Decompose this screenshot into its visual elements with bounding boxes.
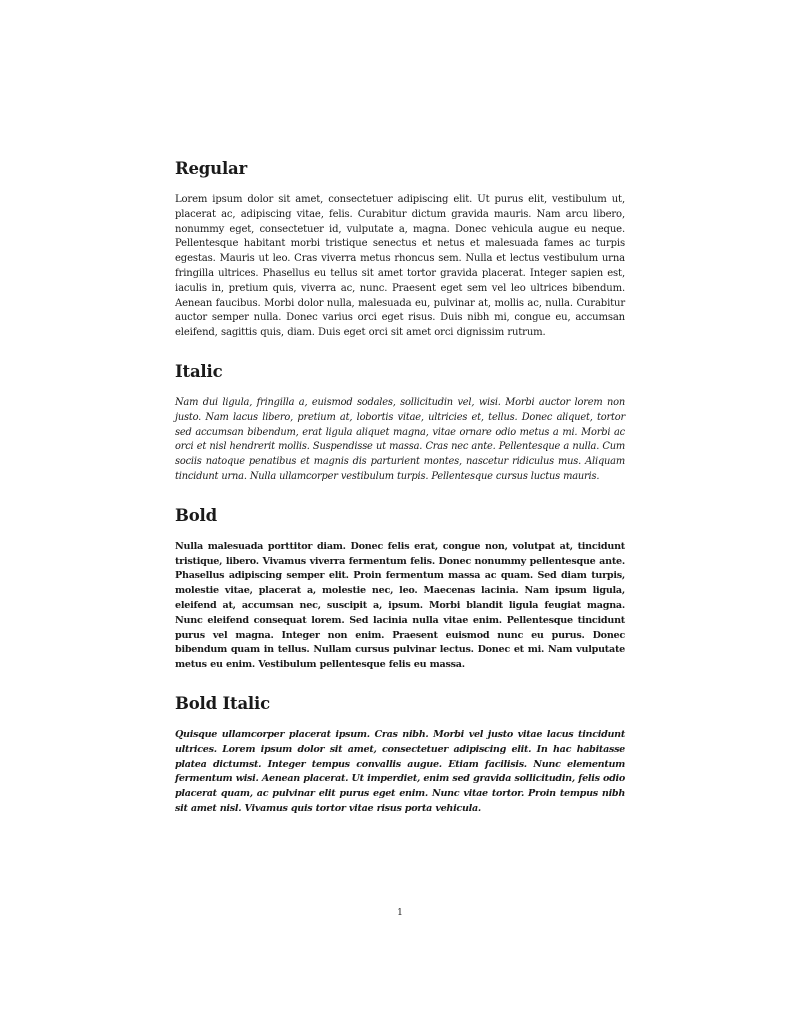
section-italic [175, 361, 625, 485]
section-heading: Bold [175, 505, 217, 525]
page-number: 1 [397, 908, 403, 918]
section-heading: Bold Italic [175, 693, 270, 713]
section-paragraph: Lorem ipsum dolor sit amet, consectetuer adipiscing elit. Ut purus elit, vestibulum ut, placerat ac, adipiscing vitae, felis. Curabitur dictum gravida mauris. Nam arcu libero, nonummy eget, consectetuer id, vulputate a, magna. Donec vehicula augue eu neque. Pellentesque habitant morbi tristique senectus et netus et malesuada fames ac turpis egestas. Mauris ut leo. Cras viverra metus rhoncus sem. Nulla et lectus vestibulum urna fringilla ultrices. Phasellus eu tellus sit amet tortor gravida placerat. Integer sapien est, iaculis in, pretium quis, viverra ac, nunc. Praesent eget sem vel leo ultrices bibendum. Aenean faucibus. Morbi dolor nulla, malesuada eu, pulvinar at, mollis ac, nulla. Curabitur auctor semper nulla. Donec varius orci eget risus. Duis nibh mi, congue eu, accumsan eleifend, sagittis quis, diam. Duis eget orci sit amet orci dignissim rutrum. [175, 194, 625, 339]
section-bold-italic [175, 693, 625, 817]
section-paragraph: Nam dui ligula, fringilla a, euismod sodales, sollicitudin vel, wisi. Morbi auctor lorem non justo. Nam lacus libero, pretium at, lobortis vitae, ultricies et, tellus. Donec aliquet, tortor sed accumsan bibendum, erat ligula aliquet magna, vitae ornare odio metus a mi. Morbi ac orci et nisl hendrerit mollis. Suspendisse ut massa. Cras nec ante. Pellentesque a nulla. Cum sociis natoque penatibus et magnis dis parturient montes, nascetur ridiculus mus. Aliquam tincidunt urna. Nulla ullamcorper vestibulum turpis. Pellentesque cursus luctus mauris. [175, 396, 625, 482]
section-regular [175, 158, 625, 341]
section-paragraph: Quisque ullamcorper placerat ipsum. Cras nibh. Morbi vel justo vitae lacus tincidunt ultrices. Lorem ipsum dolor sit amet, consectetuer adipiscing elit. In hac habitasse platea dictumst. Integer tempus convallis augue. Etiam facilisis. Nunc elementum fermentum wisi. Aenean placerat. Ut imperdiet, enim sed gravida sollicitudin, felis odio placerat quam, ac pulvinar elit purus eget enim. Nunc vitae tortor. Proin tempus nibh sit amet nisl. Vivamus quis tortor vitae risus porta vehicula. [175, 728, 625, 814]
document-page [175, 158, 625, 817]
section-heading: Italic [175, 361, 223, 381]
section-bold [175, 505, 625, 673]
section-heading: Regular [175, 159, 247, 178]
section-paragraph: Nulla malesuada porttitor diam. Donec felis erat, congue non, volutpat at, tincidunt tristique, libero. Vivamus viverra fermentum felis. Donec nonummy pellentesque ante. Phasellus adipiscing semper elit. Proin fermentum massa ac quam. Sed diam turpis, molestie vitae, placerat a, molestie nec, leo. Maecenas lacinia. Nam ipsum ligula, eleifend at, accumsan nec, suscipit a, ipsum. Morbi blandit ligula feugiat magna. Nunc eleifend consequat lorem. Sed lacinia nulla vitae enim. Pellentesque tincidunt purus vel magna. Integer non enim. Praesent euismod nunc eu purus. Donec bibendum quam in tellus. Nullam cursus pulvinar lectus. Donec et mi. Nam vulputate metus eu enim. Vestibulum pellentesque felis eu massa. [175, 540, 625, 671]
